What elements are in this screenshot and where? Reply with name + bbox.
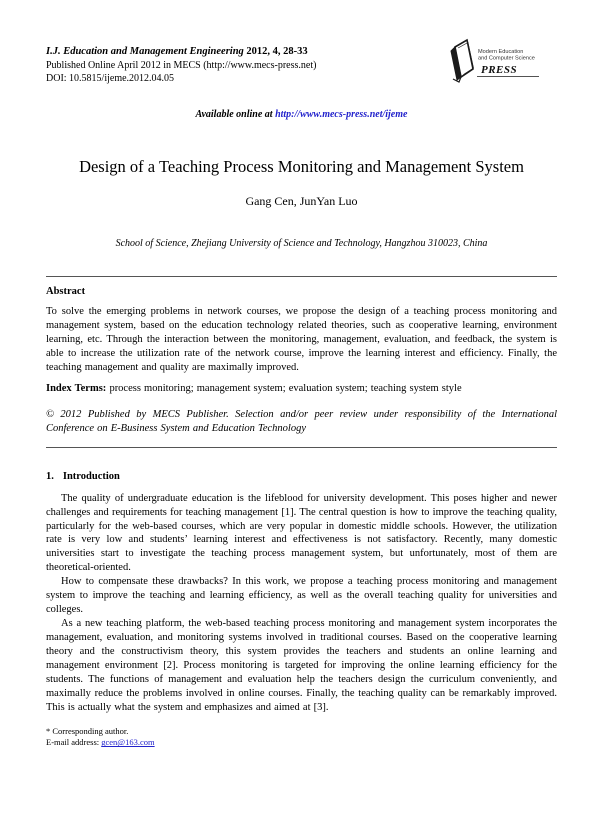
available-online-prefix: Available online at	[195, 109, 276, 120]
index-terms	[46, 382, 557, 396]
article-title: Design of a Teaching Process Monitoring and Management System	[79, 157, 524, 176]
journal-title-line	[46, 45, 316, 59]
publisher-logo-icon	[433, 35, 551, 91]
journal-issue-info: 2012, 4, 28-33	[243, 46, 308, 57]
journal-url-link[interactable]: http://www.mecs-press.net/ijeme	[275, 109, 408, 120]
book-icon	[451, 40, 474, 82]
email-label: E-mail address:	[46, 737, 102, 748]
email-line	[46, 737, 557, 748]
intro-paragraph-3: As a new teaching platform, the web-based teaching process monitoring and management system incorporates the management, evaluation, and monitoring systems involved in traditional courses. Based on the cooperative learning theory and the constructivism theory, this system provides the teachers and students an online learning and management environment [2]. Process monitoring is targeted for improving the online learning efficiency for the students. The functions of management and evaluation help the teachers design the curriculum conveniently, and maximally reduce the problems involved in online courses. Finally, the teaching quality can be remarkably improved. This is actually what the system and emphasizes and aimed at [3].	[46, 618, 557, 713]
index-terms-list: process monitoring; management system; evaluation system; teaching system style	[106, 382, 462, 394]
intro-paragraph-2: How to compensate these drawbacks? In this work, we propose a teaching process monitoring and management system to improve the teaching and learning efficiency, as well as the overall teaching quality for universities and colleges.	[46, 576, 557, 616]
copyright-notice: © 2012 Published by MECS Publisher. Selection and/or peer review under responsibility of the International Conference on E-Business System and Education Technology	[46, 408, 557, 434]
email-link[interactable]: gcen@163.com	[101, 737, 155, 748]
journal-header	[46, 45, 557, 96]
doi-line: DOI: 10.5815/ijeme.2012.04.05	[46, 73, 175, 85]
divider-top	[46, 276, 557, 277]
index-terms-label: Index Terms:	[46, 382, 107, 394]
publisher-name-line2: and Computer Science	[478, 55, 535, 62]
abstract-text: To solve the emerging problems in network courses, we propose the design of a teaching process monitoring and management system, based on the education technology related theories, such as cooperative learning, environment learning, etc. Through the interaction between the monitoring, management, evaluation, and feedback, the system is able to increase the utilization rate of the network course, improve the learning interest and efficiency. Finally, the teaching management and quality are maximally improved.	[46, 306, 557, 373]
published-online-line: Published Online April 2012 in MECS (http://www.mecs-press.net)	[46, 59, 317, 71]
abstract-heading: Abstract	[46, 286, 86, 297]
journal-name: I.J. Education and Management Engineering	[46, 46, 244, 57]
intro-paragraph-1: The quality of undergraduate education is the lifeblood for university development. This poses higher and newer challenges and requirements for teaching management [1]. The central question is how to improve the teaching quality, particularly for the web-based courses, which are very popular in domestic middle schools. However, the utilization rate is very low and students’ learning interest and effectiveness is not satisfactory. Recently, many domestic universities start to investigate the teaching process management system, but unfortunately, most of them are theoretical-oriented.	[46, 492, 557, 574]
article-affiliation: School of Science, Zhejiang University of Science and Technology, Hangzhou 310023, China	[115, 238, 488, 249]
article-authors: Gang Cen, JunYan Luo	[245, 194, 358, 208]
publisher-press-label: PRESS	[481, 64, 518, 76]
journal-info	[46, 45, 316, 85]
corresponding-author-note: * Corresponding author.	[46, 725, 129, 736]
section-number: 1.	[46, 470, 54, 482]
footnote	[46, 726, 557, 749]
publisher-logo	[433, 35, 551, 96]
section-heading-introduction	[46, 471, 557, 482]
available-online-line	[46, 109, 557, 120]
publisher-name-line1: Modern Education	[478, 49, 524, 55]
divider-bottom	[46, 447, 557, 448]
section-title: Introduction	[62, 470, 120, 482]
